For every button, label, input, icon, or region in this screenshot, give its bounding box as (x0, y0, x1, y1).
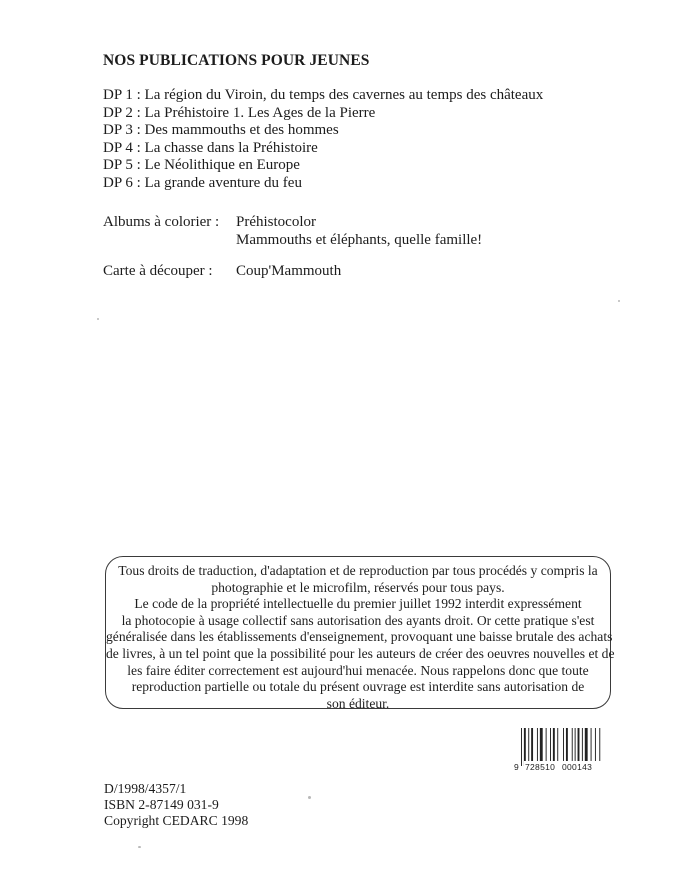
rights-line: reproduction partielle ou totale du présent ouvrage est interdite sans autorisation de (131, 679, 585, 695)
rights-line: les faire éditer correctement est aujourd'hui menacée. Nous rappelons donc que toute (127, 662, 589, 678)
isbn: ISBN 2-87149 031-9 (104, 796, 219, 812)
publication-item: DP 6 : La grande aventure du feu (103, 174, 302, 191)
albums-label: Albums à colorier : (103, 214, 220, 230)
depot-legal: D/1998/4357/1 (104, 781, 187, 796)
publication-item: DP 2 : La Préhistoire 1. Les Ages de la Pierre (103, 104, 376, 121)
albums-section (103, 214, 482, 249)
rights-line: son éditeur. (326, 695, 390, 711)
scan-speck (308, 796, 311, 799)
scan-speck (97, 318, 99, 320)
publication-item: DP 3 : Des mammouths et des hommes (103, 122, 339, 139)
album-item: Mammouths et éléphants, quelle famille! (236, 231, 483, 248)
barcode-left-digits: 728510 (525, 762, 556, 771)
barcode-first-digit: 9 (514, 762, 519, 771)
barcode (513, 727, 601, 771)
albums-values (236, 214, 482, 249)
carte-values (236, 263, 341, 281)
barcode-right-digits: 000143 (562, 762, 593, 771)
legal-info (104, 781, 248, 828)
rights-line: de livres, à un tel point que la possibilité pour les auteurs de créer des oeuvres nouvelles et de (106, 645, 615, 661)
copyright: Copyright CEDARC 1998 (104, 812, 249, 828)
rights-line: la photocopie à usage collectif sans autorisation des ayants droit. Or cette pratique s'est (121, 612, 595, 628)
page-title: NOS PUBLICATIONS POUR JEUNES (103, 52, 370, 69)
publication-item: DP 5 : Le Néolithique en Europe (103, 157, 300, 174)
album-item: Préhistocolor (236, 214, 316, 230)
carte-section (103, 263, 341, 281)
scan-speck (618, 300, 620, 302)
publication-item: DP 4 : La chasse dans la Préhistoire (103, 139, 318, 156)
rights-line: généralisée dans les établissements d'enseignement, provoquant une baisse brutale des achats (106, 629, 613, 645)
publication-item: DP 1 : La région du Viroin, du temps des cavernes au temps des châteaux (103, 87, 544, 103)
rights-line: Tous droits de traduction, d'adaptation et de reproduction par tous procédés y compris la (118, 563, 598, 578)
carte-item: Coup'Mammouth (236, 263, 342, 279)
publications-list (103, 87, 543, 193)
rights-line: photographie et le microfilm, réservés pour tous pays. (211, 579, 505, 595)
rights-line: Le code de la propriété intellectuelle du premier juillet 1992 interdit expressément (134, 596, 582, 612)
rights-notice-box (105, 556, 615, 711)
barcode-icon (513, 727, 601, 771)
scan-speck (138, 846, 141, 848)
carte-label: Carte à découper : (103, 263, 213, 279)
